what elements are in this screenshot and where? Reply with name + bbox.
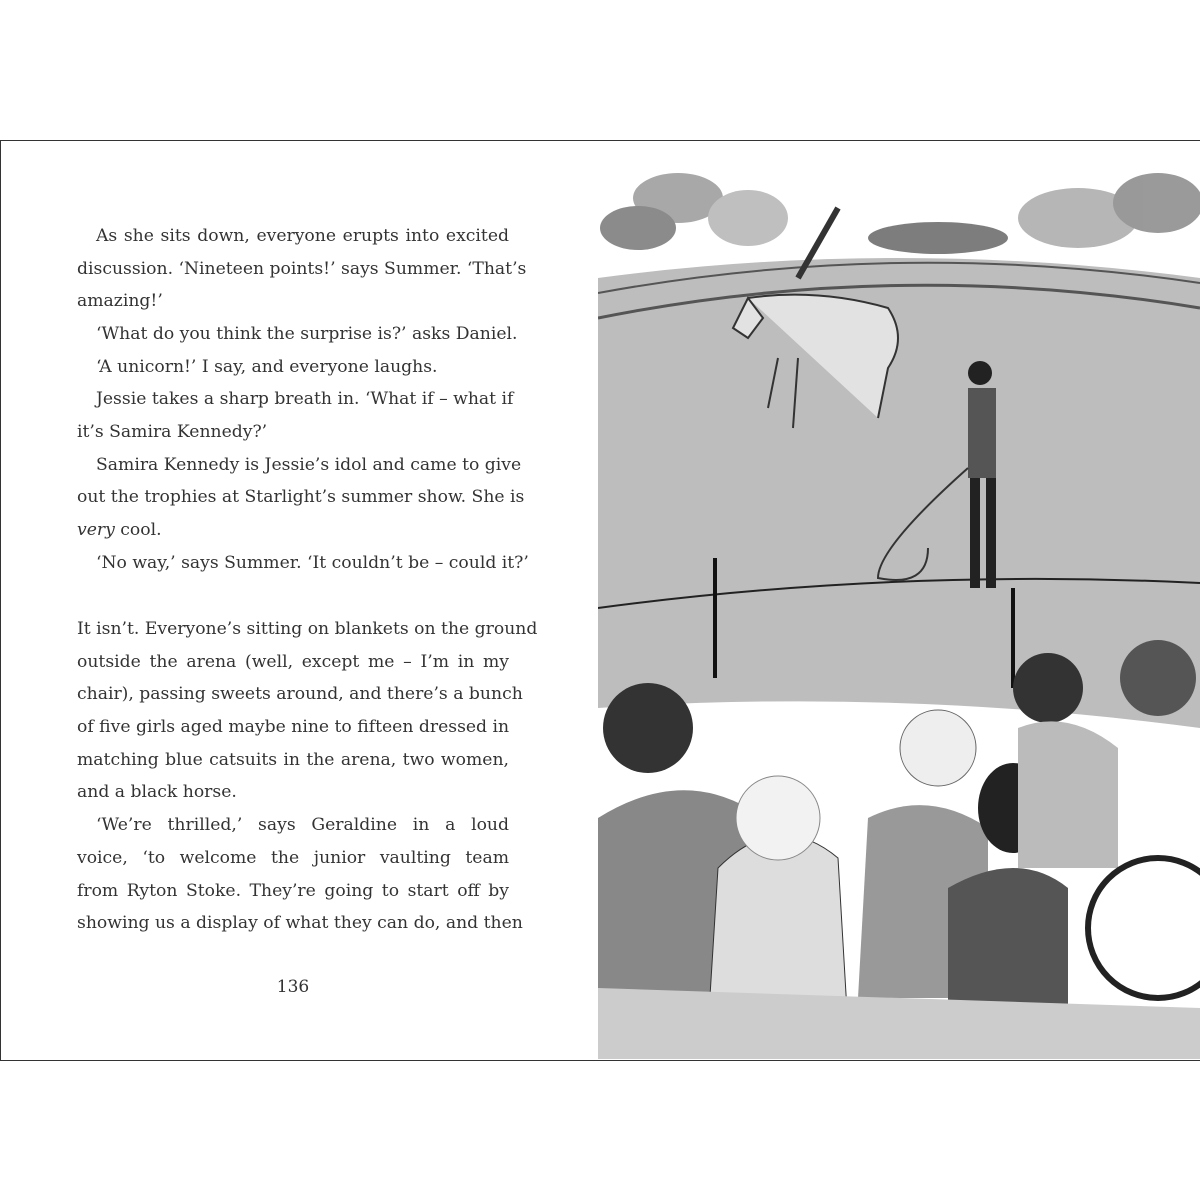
- text-line: ‘A unicorn!’ I say, and everyone laughs.: [96, 357, 438, 377]
- text-line: showing us a display of what they can do, and then: [77, 913, 523, 933]
- text-line: [77, 514, 509, 546]
- arena: [598, 258, 1200, 728]
- text-line: Samira Kennedy is Jessie’s idol and came to give: [96, 455, 522, 475]
- text-line: Jessie takes a sharp breath in. ‘What if – what if: [96, 389, 514, 409]
- text-line: matching blue catsuits in the arena, two women,: [77, 750, 509, 770]
- text-line: and a black horse.: [77, 782, 237, 802]
- text-line: amazing!’: [77, 291, 163, 311]
- text-line: ‘What do you think the surprise is?’ asks Daniel.: [96, 324, 518, 344]
- text-line: chair), passing sweets around, and there’s a bunch: [77, 684, 523, 704]
- text-line: voice, ‘to welcome the junior vaulting team: [77, 848, 509, 868]
- emphasis: very: [77, 520, 115, 540]
- text-line: ‘We’re thrilled,’ says Geraldine in a loud: [96, 815, 509, 835]
- text-line: from Ryton Stoke. They’re going to start off by: [77, 881, 509, 901]
- text-line: out the trophies at Starlight’s summer show. She is: [77, 487, 525, 507]
- text-line: it’s Samira Kennedy?’: [77, 422, 268, 442]
- text-line: It isn’t. Everyone’s sitting on blankets on the ground: [77, 619, 538, 639]
- page-number: 136: [276, 977, 310, 997]
- text-line: of five girls aged maybe nine to fifteen dressed in: [77, 717, 510, 737]
- text-line-rest: cool.: [114, 520, 162, 540]
- text-line: outside the arena (well, except me – I’m in my: [77, 652, 509, 672]
- text-line: discussion. ‘Nineteen points!’ says Summer. ‘That’s: [77, 259, 527, 279]
- vaulting-illustration: [598, 168, 1200, 1059]
- text-line: As she sits down, everyone erupts into excited: [96, 226, 509, 246]
- text-line: ‘No way,’ says Summer. ‘It couldn’t be – could it?’: [96, 553, 529, 573]
